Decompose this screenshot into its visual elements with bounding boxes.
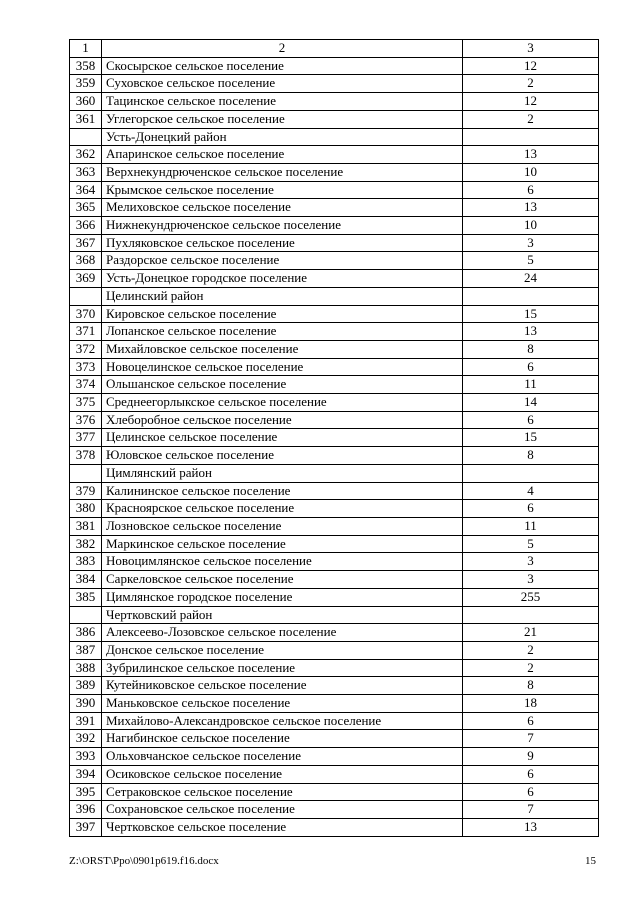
table-row — [70, 163, 599, 181]
settlement-name: Михайловское сельское поселение — [102, 340, 463, 358]
settlement-value: 7 — [463, 730, 599, 748]
row-number: 397 — [70, 818, 102, 836]
header-col-1: 1 — [70, 40, 102, 58]
settlement-value: 2 — [463, 75, 599, 93]
settlement-name: Пухляковское сельское поселение — [102, 234, 463, 252]
table-row — [70, 571, 599, 589]
settlement-name: Лопанское сельское поселение — [102, 323, 463, 341]
row-number: 367 — [70, 234, 102, 252]
settlement-name: Алексеево-Лозовское сельское поселение — [102, 624, 463, 642]
settlement-value: 6 — [463, 783, 599, 801]
row-number: 379 — [70, 482, 102, 500]
table-row — [70, 818, 599, 836]
settlement-name: Новоцимлянское сельское поселение — [102, 553, 463, 571]
row-number: 395 — [70, 783, 102, 801]
settlement-value: 11 — [463, 517, 599, 535]
table-section-row — [70, 287, 599, 305]
table-row — [70, 624, 599, 642]
table-row — [70, 110, 599, 128]
table-row — [70, 181, 599, 199]
table-row — [70, 500, 599, 518]
settlement-name: Сохрановское сельское поселение — [102, 801, 463, 819]
row-number: 394 — [70, 765, 102, 783]
settlement-name: Тацинское сельское поселение — [102, 93, 463, 111]
settlement-name: Кутейниковское сельское поселение — [102, 677, 463, 695]
table-row — [70, 588, 599, 606]
settlement-name: Суховское сельское поселение — [102, 75, 463, 93]
table-row — [70, 376, 599, 394]
settlement-value: 4 — [463, 482, 599, 500]
settlement-name: Маркинское сельское поселение — [102, 535, 463, 553]
settlement-name: Кировское сельское поселение — [102, 305, 463, 323]
table-section-row — [70, 606, 599, 624]
settlement-value: 12 — [463, 57, 599, 75]
settlement-value: 10 — [463, 163, 599, 181]
settlement-value: 12 — [463, 93, 599, 111]
settlement-name: Среднеегорлыкское сельское поселение — [102, 394, 463, 412]
settlement-name: Крымское сельское поселение — [102, 181, 463, 199]
table-row — [70, 323, 599, 341]
table-row — [70, 748, 599, 766]
row-number: 382 — [70, 535, 102, 553]
settlement-value: 15 — [463, 429, 599, 447]
settlement-name: Апаринское сельское поселение — [102, 146, 463, 164]
settlement-name: Саркеловское сельское поселение — [102, 571, 463, 589]
settlement-value: 8 — [463, 340, 599, 358]
row-number: 369 — [70, 270, 102, 288]
settlement-value: 6 — [463, 181, 599, 199]
table-row — [70, 659, 599, 677]
settlement-value: 3 — [463, 553, 599, 571]
settlement-name: Углегорское сельское поселение — [102, 110, 463, 128]
row-number: 365 — [70, 199, 102, 217]
row-number-empty — [70, 464, 102, 482]
table-row — [70, 305, 599, 323]
settlement-name: Усть-Донецкое городское поселение — [102, 270, 463, 288]
settlement-value: 7 — [463, 801, 599, 819]
table-section-row — [70, 128, 599, 146]
row-number: 374 — [70, 376, 102, 394]
table-row — [70, 340, 599, 358]
settlement-value: 6 — [463, 500, 599, 518]
settlement-name: Нижнекундрюченское сельское поселение — [102, 217, 463, 235]
table-row — [70, 677, 599, 695]
table-row — [70, 712, 599, 730]
settlement-name: Ольховчанское сельское поселение — [102, 748, 463, 766]
settlement-value: 6 — [463, 358, 599, 376]
table-row — [70, 553, 599, 571]
district-name: Усть-Донецкий район — [102, 128, 463, 146]
settlement-name: Мелиховское сельское поселение — [102, 199, 463, 217]
settlement-name: Хлеборобное сельское поселение — [102, 411, 463, 429]
settlement-name: Зубрилинское сельское поселение — [102, 659, 463, 677]
settlement-value: 8 — [463, 447, 599, 465]
row-number: 396 — [70, 801, 102, 819]
row-number: 388 — [70, 659, 102, 677]
table-row — [70, 252, 599, 270]
settlement-value: 6 — [463, 765, 599, 783]
settlement-name: Раздорское сельское поселение — [102, 252, 463, 270]
settlement-name: Юловское сельское поселение — [102, 447, 463, 465]
table-row — [70, 447, 599, 465]
value-empty — [463, 287, 599, 305]
table-row — [70, 358, 599, 376]
table-row — [70, 765, 599, 783]
settlement-value: 2 — [463, 659, 599, 677]
row-number: 362 — [70, 146, 102, 164]
table-row — [70, 93, 599, 111]
row-number: 358 — [70, 57, 102, 75]
row-number: 392 — [70, 730, 102, 748]
row-number: 372 — [70, 340, 102, 358]
settlement-value: 21 — [463, 624, 599, 642]
settlement-name: Осиковское сельское поселение — [102, 765, 463, 783]
table-row — [70, 199, 599, 217]
row-number: 383 — [70, 553, 102, 571]
settlement-value: 9 — [463, 748, 599, 766]
row-number: 378 — [70, 447, 102, 465]
settlement-value: 3 — [463, 571, 599, 589]
settlement-name: Новоцелинское сельское поселение — [102, 358, 463, 376]
settlement-name: Целинское сельское поселение — [102, 429, 463, 447]
table-row — [70, 730, 599, 748]
table-row — [70, 783, 599, 801]
settlement-name: Донское сельское поселение — [102, 641, 463, 659]
row-number: 368 — [70, 252, 102, 270]
settlement-name: Лозновское сельское поселение — [102, 517, 463, 535]
row-number: 364 — [70, 181, 102, 199]
row-number: 386 — [70, 624, 102, 642]
value-empty — [463, 606, 599, 624]
row-number: 360 — [70, 93, 102, 111]
settlement-value: 13 — [463, 323, 599, 341]
row-number: 390 — [70, 695, 102, 713]
settlement-name: Михайлово-Александровское сельское поселение — [102, 712, 463, 730]
settlement-value: 13 — [463, 818, 599, 836]
row-number: 377 — [70, 429, 102, 447]
settlement-name: Красноярское сельское поселение — [102, 500, 463, 518]
table-row — [70, 429, 599, 447]
value-empty — [463, 464, 599, 482]
row-number: 387 — [70, 641, 102, 659]
value-empty — [463, 128, 599, 146]
settlement-value: 15 — [463, 305, 599, 323]
table-section-row — [70, 464, 599, 482]
settlement-value: 8 — [463, 677, 599, 695]
table-row — [70, 517, 599, 535]
settlement-name: Скосырское сельское поселение — [102, 57, 463, 75]
row-number: 391 — [70, 712, 102, 730]
settlement-value: 5 — [463, 535, 599, 553]
settlement-name: Сетраковское сельское поселение — [102, 783, 463, 801]
table-row — [70, 641, 599, 659]
header-col-2: 2 — [102, 40, 463, 58]
settlement-value: 11 — [463, 376, 599, 394]
table-row — [70, 411, 599, 429]
table-row — [70, 75, 599, 93]
settlement-value: 18 — [463, 695, 599, 713]
row-number-empty — [70, 128, 102, 146]
settlement-value: 3 — [463, 234, 599, 252]
settlement-name: Маньковское сельское поселение — [102, 695, 463, 713]
settlement-name: Чертковское сельское поселение — [102, 818, 463, 836]
row-number: 366 — [70, 217, 102, 235]
row-number: 385 — [70, 588, 102, 606]
header-col-3: 3 — [463, 40, 599, 58]
district-name: Целинский район — [102, 287, 463, 305]
table-row — [70, 146, 599, 164]
settlement-name: Калининское сельское поселение — [102, 482, 463, 500]
settlements-table — [69, 39, 599, 837]
settlement-value: 13 — [463, 146, 599, 164]
row-number-empty — [70, 606, 102, 624]
table-row — [70, 234, 599, 252]
footer-file-path: Z:\ORST\Ppo\0901p619.f16.docx — [69, 855, 219, 867]
table-body — [70, 40, 599, 837]
settlement-name: Цимлянское городское поселение — [102, 588, 463, 606]
settlement-name: Ольшанское сельское поселение — [102, 376, 463, 394]
row-number: 373 — [70, 358, 102, 376]
table-row — [70, 801, 599, 819]
row-number: 363 — [70, 163, 102, 181]
settlement-value: 13 — [463, 199, 599, 217]
settlement-value: 10 — [463, 217, 599, 235]
row-number: 393 — [70, 748, 102, 766]
table-row — [70, 270, 599, 288]
table-header-row — [70, 40, 599, 58]
settlement-value: 5 — [463, 252, 599, 270]
table-row — [70, 482, 599, 500]
table-row — [70, 394, 599, 412]
settlement-value: 2 — [463, 110, 599, 128]
row-number: 359 — [70, 75, 102, 93]
district-name: Чертковский район — [102, 606, 463, 624]
settlement-value: 6 — [463, 712, 599, 730]
row-number: 375 — [70, 394, 102, 412]
row-number: 376 — [70, 411, 102, 429]
table-row — [70, 217, 599, 235]
settlement-name: Нагибинское сельское поселение — [102, 730, 463, 748]
settlement-value: 24 — [463, 270, 599, 288]
row-number: 384 — [70, 571, 102, 589]
row-number: 370 — [70, 305, 102, 323]
settlement-value: 6 — [463, 411, 599, 429]
table-row — [70, 57, 599, 75]
settlement-value: 14 — [463, 394, 599, 412]
district-name: Цимлянский район — [102, 464, 463, 482]
settlement-name: Верхнекундрюченское сельское поселение — [102, 163, 463, 181]
settlement-value: 255 — [463, 588, 599, 606]
row-number: 381 — [70, 517, 102, 535]
row-number: 371 — [70, 323, 102, 341]
row-number: 389 — [70, 677, 102, 695]
row-number-empty — [70, 287, 102, 305]
footer-page-number: 15 — [585, 855, 596, 867]
row-number: 380 — [70, 500, 102, 518]
table-row — [70, 695, 599, 713]
settlement-value: 2 — [463, 641, 599, 659]
row-number: 361 — [70, 110, 102, 128]
table-row — [70, 535, 599, 553]
